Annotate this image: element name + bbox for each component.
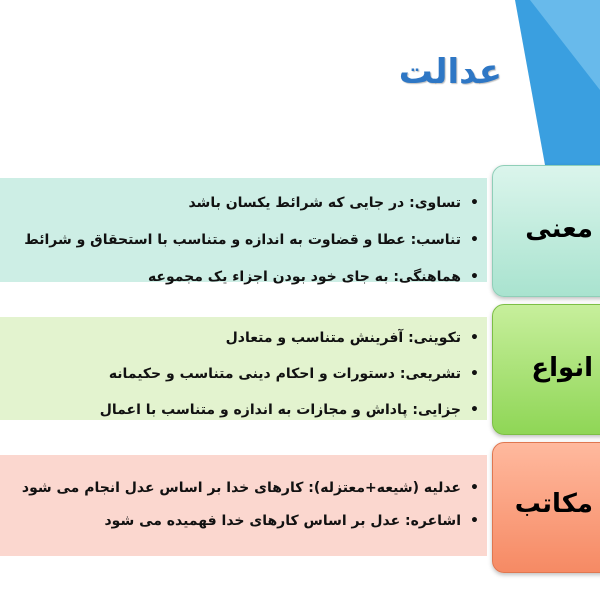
list-item: • تشریعی: دستورات و احکام دینی متناسب و حکیمانه xyxy=(0,356,487,392)
list-item: • تکوینی: آفرینش متناسب و متعادل xyxy=(0,320,487,356)
bullet-list xyxy=(0,317,487,428)
section-types-tab xyxy=(492,304,600,435)
section-schools-tab xyxy=(492,442,600,573)
tab-label: انواع xyxy=(531,353,593,383)
section-schools-panel xyxy=(0,455,487,556)
list-item: • تناسب: عطا و قضاوت به اندازه و متناسب با استحقاق و شرائط xyxy=(0,222,487,259)
list-item: • عدلیه (شیعه+معتزله): کارهای خدا بر اساس عدل انجام می شود xyxy=(0,472,487,505)
bullet-list xyxy=(0,178,487,296)
bullet-list xyxy=(0,455,487,538)
slide-title: عدالت xyxy=(398,52,502,92)
list-item: • جزایی: پاداش و مجازات به اندازه و متناسب با اعمال xyxy=(0,392,487,428)
section-types-panel xyxy=(0,317,487,420)
section-meaning-panel xyxy=(0,178,487,285)
tab-label: معنی xyxy=(525,214,593,244)
tab-label: مکاتب xyxy=(514,489,593,519)
list-item: • تساوی: در جایی که شرائط یکسان باشد xyxy=(0,185,487,222)
section-meaning-tab xyxy=(492,165,600,297)
list-item: • اشاعره: عدل بر اساس کارهای خدا فهمیده می شود xyxy=(0,505,487,538)
list-item: • هماهنگی: به جای خود بودن اجزاء یک مجموعه xyxy=(0,259,487,296)
